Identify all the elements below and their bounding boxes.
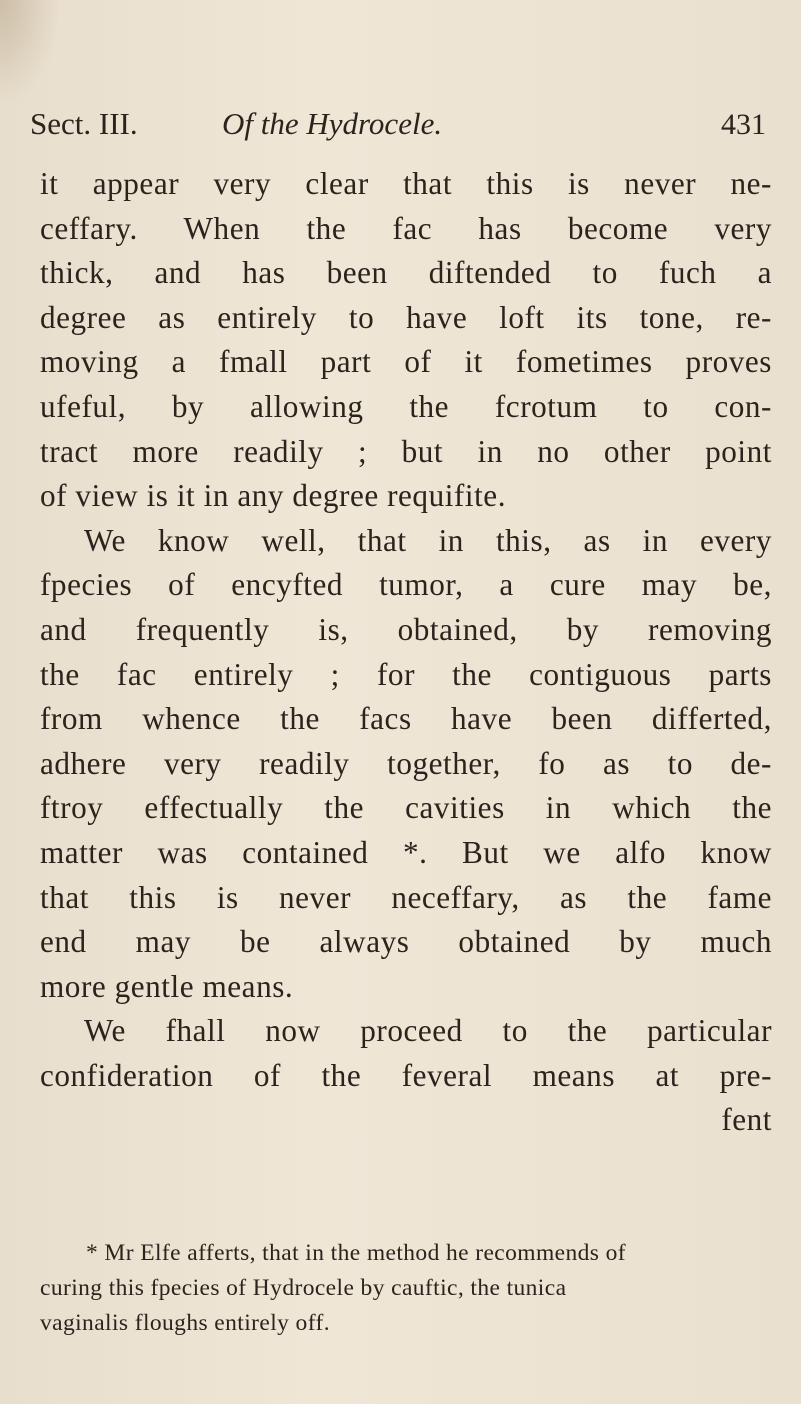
text-line: it appear very clear that this is never ne-	[40, 166, 772, 201]
running-head	[30, 106, 770, 156]
text-line: more gentle means.	[40, 968, 294, 1004]
footnote-line: curing this fpecies of Hydrocele by cauftic, the tunica	[40, 1275, 567, 1301]
text-line: ftroy effectually the cavities in which the	[40, 790, 772, 826]
text-line: that this is never neceffary, as the fame	[40, 879, 772, 915]
text-line: ceffary. When the fac has become very	[40, 210, 772, 246]
text-line: adhere very readily together, fo as to de-	[40, 745, 772, 781]
footnote-line: * Mr Elfe afferts, that in the method he recommends of	[86, 1240, 626, 1266]
text-line: We fhall now proceed to the particular	[84, 1013, 772, 1049]
text-line: thick, and has been diftended to fuch a	[40, 255, 772, 291]
text-line: end may be always obtained by much	[40, 924, 772, 960]
body-text	[40, 162, 772, 1143]
text-line: We know well, that in this, as in every	[84, 522, 772, 558]
page-number: 431	[721, 108, 766, 141]
text-line: confideration of the feveral means at pre-	[40, 1057, 772, 1093]
text-line: moving a fmall part of it fometimes proves	[40, 344, 772, 380]
text-line: fpecies of encyfted tumor, a cure may be,	[40, 567, 772, 603]
text-line: matter was contained *. But we alfo know	[40, 834, 772, 870]
text-line: and frequently is, obtained, by removing	[40, 611, 772, 647]
text-line: ufeful, by allowing the fcrotum to con-	[40, 388, 772, 424]
catchword: fent	[721, 1102, 772, 1138]
text-line: degree as entirely to have loft its tone, re-	[40, 299, 772, 335]
section-label: Sect. III.	[30, 106, 138, 141]
chapter-title: Of the Hydrocele.	[222, 106, 443, 141]
text-line: of view is it in any degree requifite.	[40, 478, 507, 514]
text-line: the fac entirely ; for the contiguous parts	[40, 656, 772, 692]
text-line: from whence the facs have been differted,	[40, 701, 772, 737]
footnote-line: vaginalis floughs entirely off.	[40, 1310, 330, 1336]
footnote	[40, 1236, 772, 1341]
text-line: tract more readily ; but in no other point	[40, 433, 772, 469]
